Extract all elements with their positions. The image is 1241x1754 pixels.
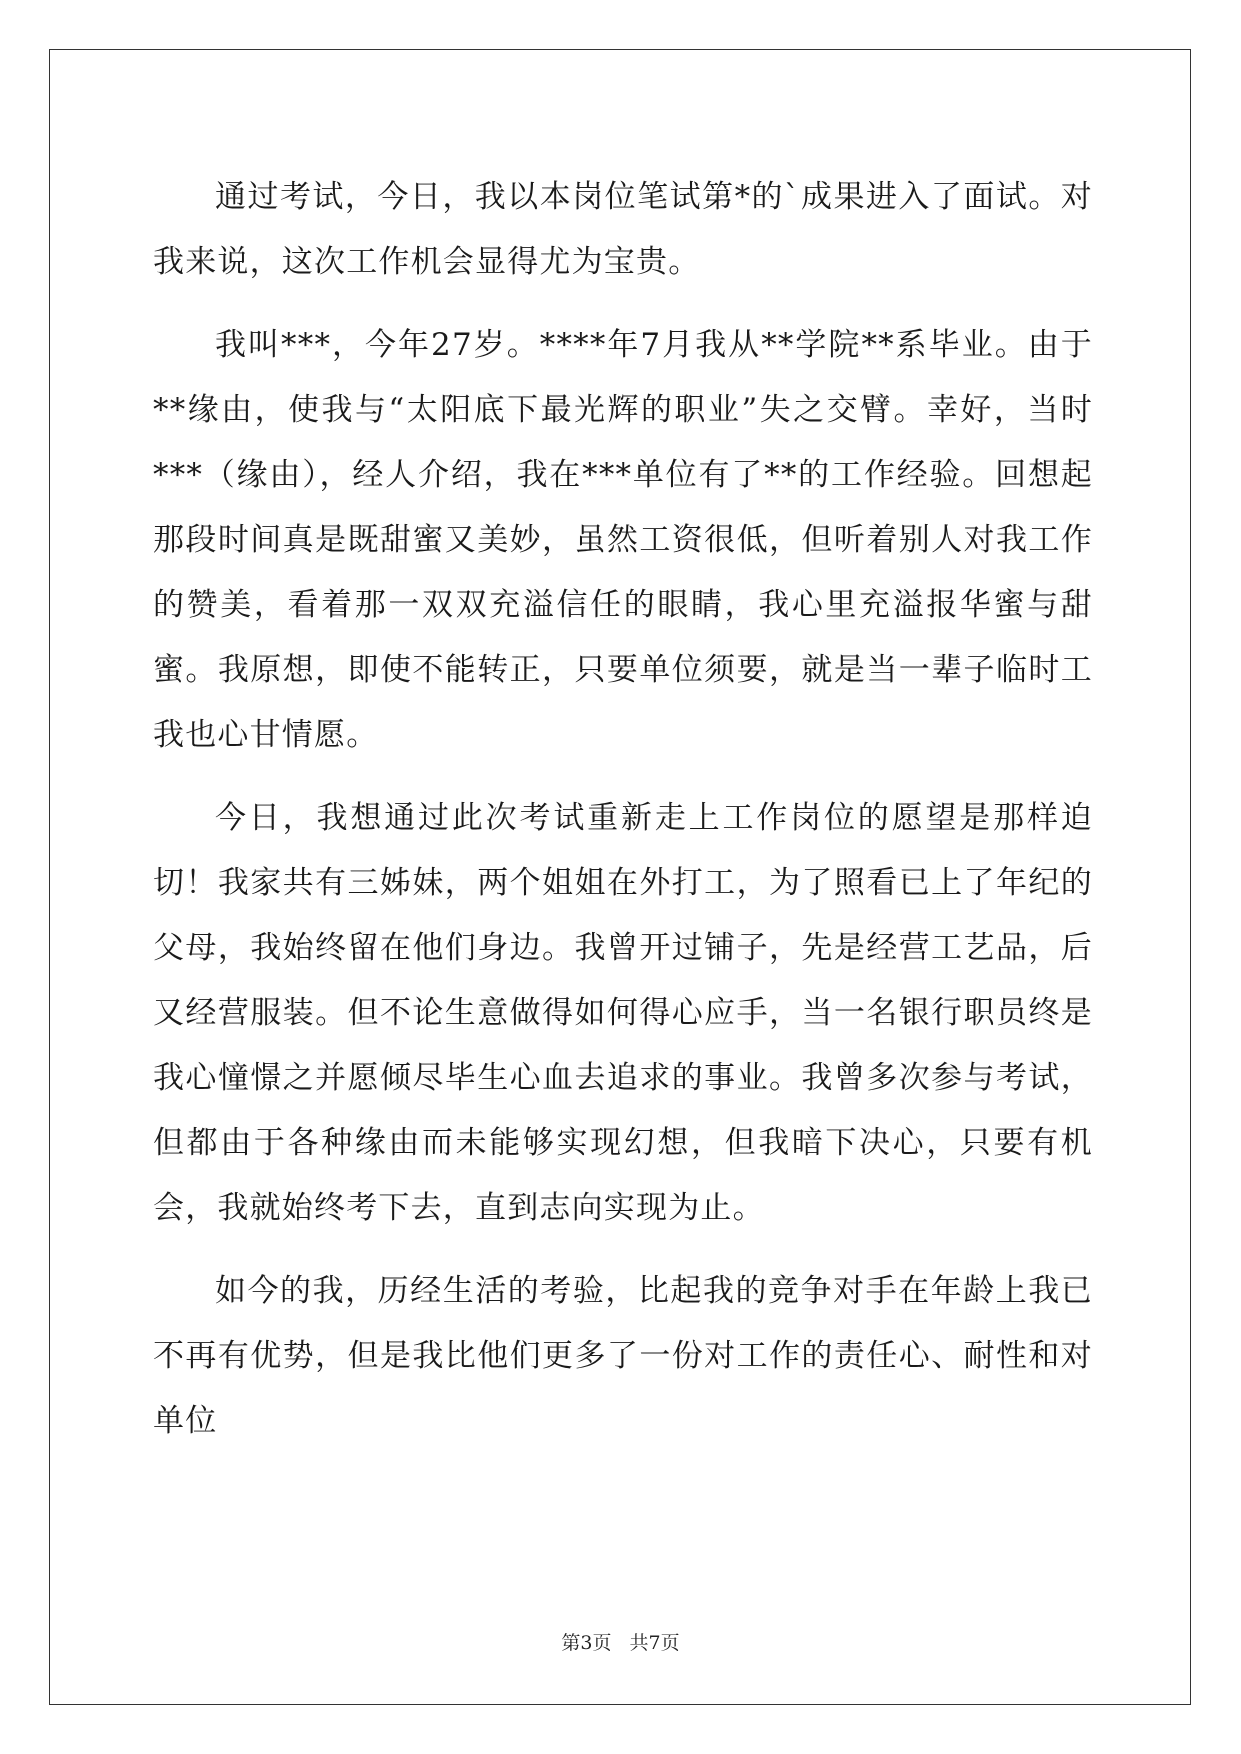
- paragraph-4: 如今的我，历经生活的考验，比起我的竞争对手在年龄上我已不再有优势，但是我比他们更多了一份对工作的责任心、耐性和对单位: [153, 1273, 1093, 1439]
- page-number-current: 第3页: [561, 1632, 612, 1654]
- paragraph-2: 我叫***，今年27岁。****年7月我从**学院**系毕业。由于**缘由，使我与“太阳底下最光辉的职业”失之交臂。幸好，当时***（缘由），经人介绍，我在***单位有了**的工作经验。回想起那段时间真是既甜蜜又美妙，虽然工资很低，但听着别人对我工作的赞美，看着那一双双充溢信任的眼睛，我心里充溢报华蜜与甜蜜。我原想，即使不能转正，只要单位须要，就是当一辈子临时工我也心甘情愿。: [153, 327, 1093, 753]
- paragraph-1: 通过考试，今日，我以本岗位笔试第*的`成果进入了面试。对我来说，这次工作机会显得尤为宝贵。: [153, 179, 1093, 280]
- paragraph-3: 今日，我想通过此次考试重新走上工作岗位的愿望是那样迫切！我家共有三姊妹，两个姐姐在外打工，为了照看已上了年纪的父母，我始终留在他们身边。我曾开过铺子，先是经营工艺品，后又经营服装。但不论生意做得如何得心应手，当一名银行职员终是我心憧憬之并愿倾尽毕生心血去追求的事业。我曾多次参与考试，但都由于各种缘由而未能够实现幻想，但我暗下决心，只要有机会，我就始终考下去，直到志向实现为止。: [153, 800, 1093, 1226]
- page-footer: [0, 1628, 1241, 1655]
- document-body: [153, 165, 1093, 1472]
- page-number-total: 共7页: [629, 1632, 680, 1654]
